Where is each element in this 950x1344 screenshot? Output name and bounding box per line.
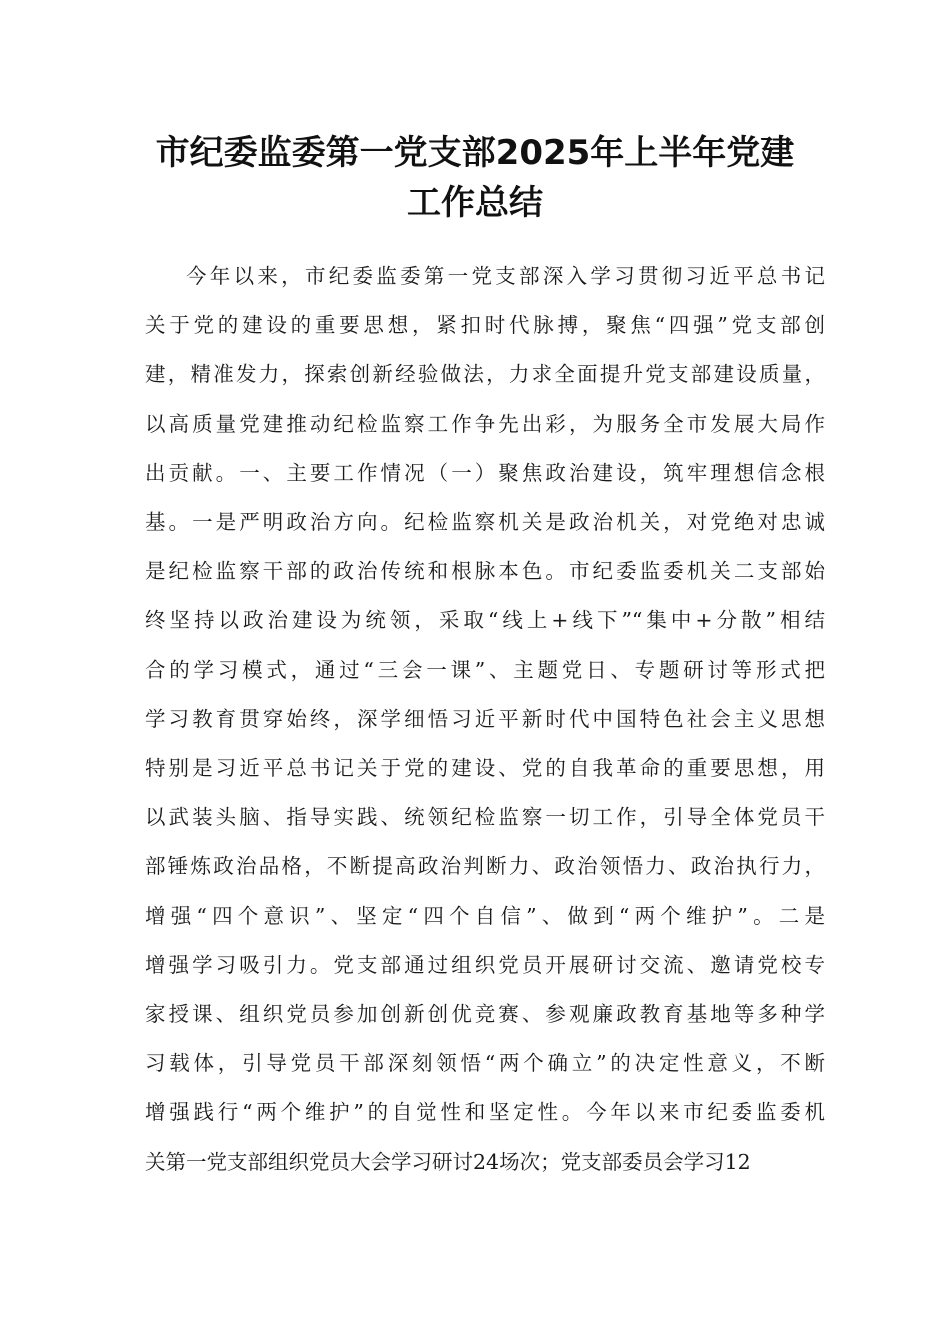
body-line: 习载体，引导党员干部深刻领悟“两个确立”的决定性意义，不断	[145, 1051, 825, 1076]
body-line: 关第一党支部组织党员大会学习研讨24场次；党支部委员会学习12	[145, 1149, 751, 1174]
document-body	[145, 252, 825, 1187]
body-line: 以高质量党建推动纪检监察工作争先出彩，为服务全市发展大局作	[145, 411, 825, 436]
body-line: 部锤炼政治品格，不断提高政治判断力、政治领悟力、政治执行力，	[145, 854, 825, 879]
body-line: 以武装头脑、指导实践、统领纪检监察一切工作，引导全体党员干	[145, 805, 825, 830]
body-line: 增强践行“两个维护”的自觉性和坚定性。今年以来市纪委监委机	[145, 1100, 825, 1125]
body-line: 是纪检监察干部的政治传统和根脉本色。市纪委监委机关二支部始	[145, 559, 825, 584]
document-title	[140, 128, 810, 228]
body-line: 家授课、组织党员参加创新创优竞赛、参观廉政教育基地等多种学	[145, 1002, 825, 1027]
body-line: 关于党的建设的重要思想，紧扣时代脉搏，聚焦“四强”党支部创	[145, 313, 825, 338]
body-line: 增强“四个意识”、坚定“四个自信”、做到“两个维护”。二是	[145, 903, 825, 928]
body-line: 合的学习模式，通过“三会一课”、主题党日、专题研讨等形式把	[145, 657, 825, 682]
body-line: 增强学习吸引力。党支部通过组织党员开展研讨交流、邀请党校专	[145, 952, 825, 977]
body-line: 特别是习近平总书记关于党的建设、党的自我革命的重要思想，用	[145, 756, 825, 781]
body-line: 学习教育贯穿始终，深学细悟习近平新时代中国特色社会主义思想	[145, 706, 825, 731]
title-line-2: 工作总结	[407, 183, 543, 223]
body-line: 建，精准发力，探索创新经验做法，力求全面提升党支部建设质量，	[145, 362, 825, 387]
body-line: 出贡献。一、主要工作情况（一）聚焦政治建设，筑牢理想信念根	[145, 460, 825, 485]
body-line: 基。一是严明政治方向。纪检监察机关是政治机关，对党绝对忠诚	[145, 510, 825, 535]
body-line: 今年以来，市纪委监委第一党支部深入学习贯彻习近平总书记	[186, 264, 825, 288]
body-line: 终坚持以政治建设为统领，采取“线上+线下”“集中+分散”相结	[145, 608, 825, 633]
title-line-1: 市纪委监委第一党支部2025年上半年党建	[155, 133, 795, 173]
